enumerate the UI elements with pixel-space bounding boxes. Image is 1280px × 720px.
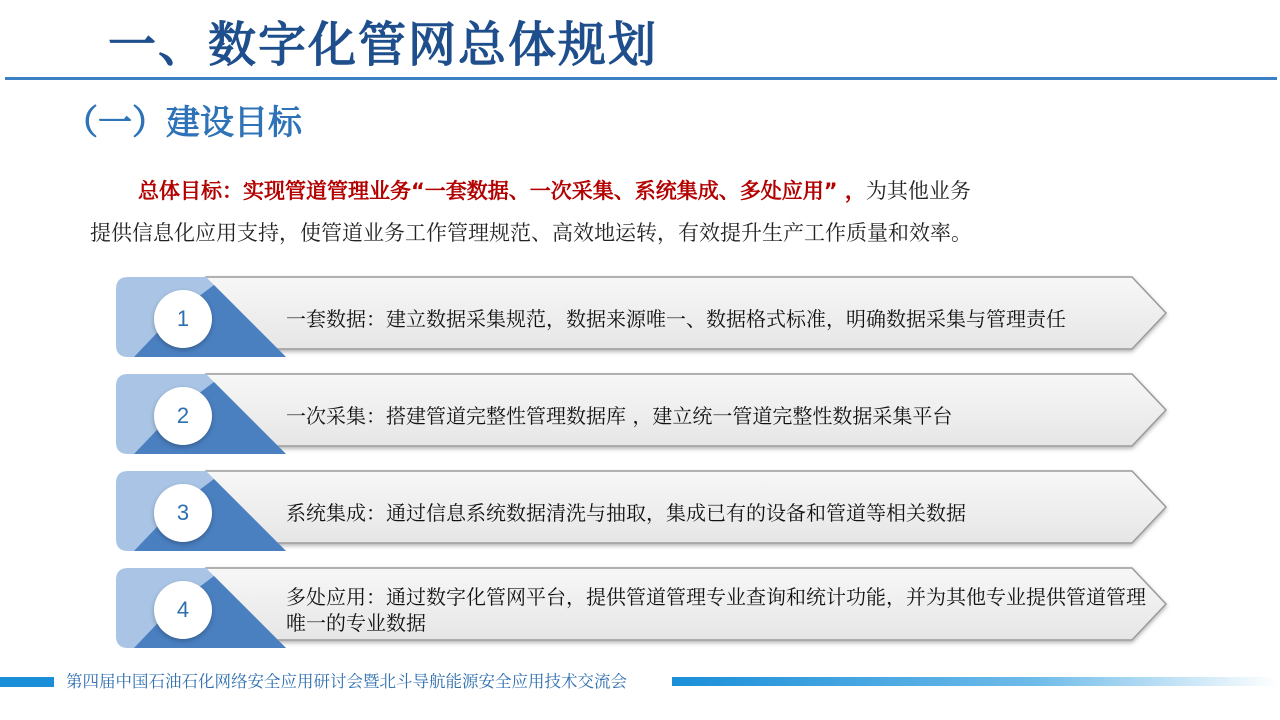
goal-item-2 [114,372,1170,460]
item-number-badge: 4 [154,581,212,639]
footer-conference-name: 第四届中国石油石化网络安全应用研讨会暨北斗导航能源安全应用技术交流会 [66,672,627,691]
page-title: 一、数字化管网总体规划 [108,17,659,73]
intro-line-1-rest: 为其他业务 [865,179,971,203]
item-text [286,566,1156,654]
section-title: （一）建设目标 [64,103,302,143]
goal-item-3 [114,469,1170,557]
footer-accent-bar-right [672,677,1278,686]
item-text-content: 一次采集：搭建管道完整性管理数据库 ，建立统一管道完整性数据采集平台 [286,404,953,428]
footer-accent-bar-left [0,677,54,687]
intro-line-2: 提供信息化应用支持，使管道业务工作管理规范、高效地运转，有效提升生产工作质量和效率。 [90,221,972,245]
goal-item-1 [114,275,1170,363]
item-text [286,372,1156,460]
item-number-badge: 3 [154,484,212,542]
item-text-content: 一套数据：建立数据采集规范，数据来源唯一、数据格式标准，明确数据采集与管理责任 [286,307,1066,331]
item-text [286,469,1156,557]
item-number-badge: 2 [154,387,212,445]
item-text-content: 系统集成：通过信息系统数据清洗与抽取，集成已有的设备和管道等相关数据 [286,501,966,525]
item-text-content: 多处应用：通过数字化管网平台，提供管道管理专业查询和统计功能，并为其他专业提供管道管理唯一的专业数据 [286,585,1146,635]
item-text [286,275,1156,363]
goal-item-4 [114,566,1170,654]
goal-statement: 总体目标：实现管道管理业务“一套数据、一次采集、系统集成、多处应用” ， [138,179,866,203]
item-number-badge: 1 [154,290,212,348]
